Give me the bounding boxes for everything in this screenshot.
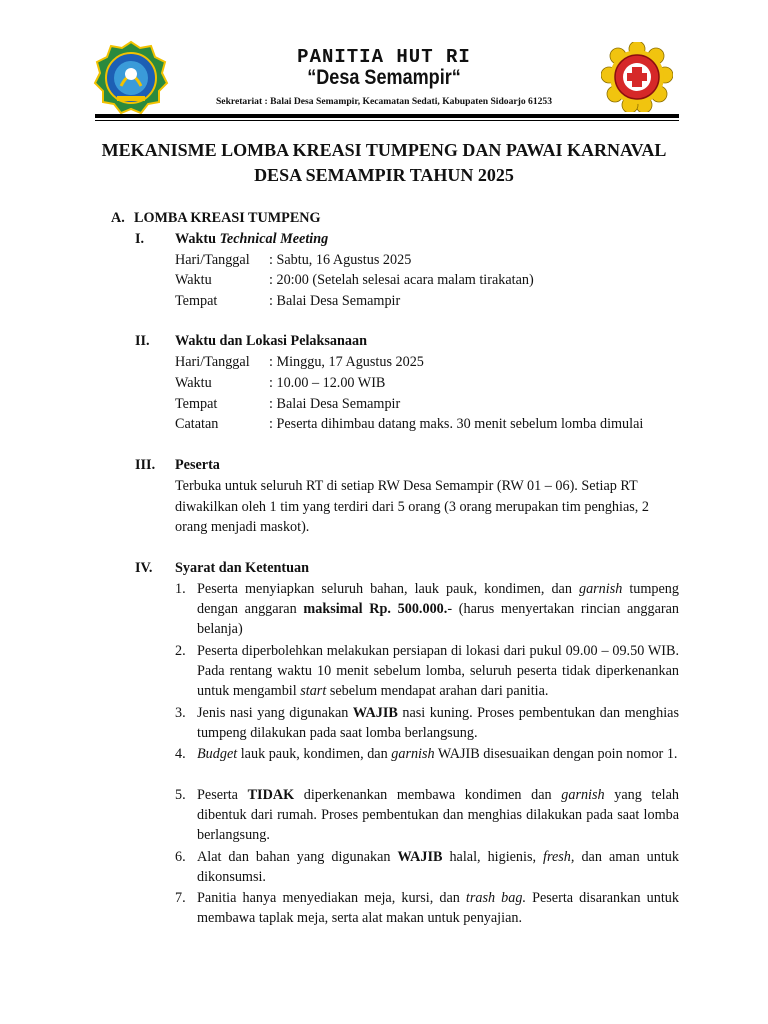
part2-label: Tempat xyxy=(175,396,218,412)
rule-text-segment: WAJIB xyxy=(352,705,398,721)
rule-text xyxy=(197,744,679,764)
rule-number: 2. xyxy=(175,643,186,659)
part2-heading: Waktu dan Lokasi Pelaksanaan xyxy=(175,333,367,349)
rule-number: 4. xyxy=(175,746,186,762)
rule-text-segment: maksimal Rp. 500.000. xyxy=(303,601,448,617)
part3-heading: Peserta xyxy=(175,457,220,473)
part1-heading-text: Waktu xyxy=(175,231,220,247)
rule-text xyxy=(197,888,679,928)
rule-text xyxy=(197,785,679,845)
rule-text-segment: sebelum mendapat arahan dari panitia. xyxy=(326,683,549,699)
rule-text-segment: Budget xyxy=(197,746,238,762)
part3-line: orang menjadi maskot). xyxy=(175,519,310,535)
part2-label: Waktu xyxy=(175,375,212,391)
title-line-1: MEKANISME LOMBA KREASI TUMPENG DAN PAWAI KARNAVAL xyxy=(101,140,667,160)
committee-name: PANITIA HUT RI xyxy=(297,46,471,68)
part3-line: diwakilkan oleh 1 tim yang terdiri dari 5 orang (3 orang merupakan tim penghias, 2 xyxy=(175,499,649,515)
rule-text-segment: Peserta xyxy=(197,787,248,803)
part2-label: Catatan xyxy=(175,416,219,432)
part1-heading-italic: Technical Meeting xyxy=(219,231,329,247)
part2-number: II. xyxy=(135,333,150,349)
rule-text-segment: Peserta disarankan untuk membawa taplak meja, serta alat makan untuk penyajian. xyxy=(197,890,679,926)
title-line-2: DESA SEMAMPIR TAHUN 2025 xyxy=(254,165,514,185)
rule-text-segment: TIDAK xyxy=(247,787,295,803)
rule-text-segment: nasi kuning. Proses pembentukan dan menghias tumpeng dilakukan pada saat lomba berlangsung. xyxy=(197,705,679,741)
part2-value: : Minggu, 17 Agustus 2025 xyxy=(269,354,424,370)
part1-label: Tempat xyxy=(175,293,218,309)
rule-text xyxy=(197,703,679,743)
part1-value: : Balai Desa Semampir xyxy=(269,293,401,309)
rule-text-segment: dan aman untuk dikonsumsi. xyxy=(197,849,679,885)
rule-text-segment: yang telah dibentuk dari rumah. Proses pembentukan dan menghias dilakukan pada saat lomba berlangsung. xyxy=(197,787,679,843)
section-letter: A. xyxy=(111,210,125,226)
part1-number: I. xyxy=(135,231,145,247)
part2-value: : 10.00 – 12.00 WIB xyxy=(269,375,386,391)
rule-text-segment: WAJIB disesuaikan dengan poin nomor 1. xyxy=(434,746,678,762)
rule-text-segment: - (harus menyertakan rincian anggaran belanja) xyxy=(197,601,680,637)
document-title xyxy=(0,138,768,188)
part3-line: Terbuka untuk seluruh RT di setiap RW Desa Semampir (RW 01 – 06). Setiap RT xyxy=(175,478,638,494)
part2-value: : Peserta dihimbau datang maks. 30 menit sebelum lomba dimulai xyxy=(269,416,644,432)
part1-value: : 20:00 (Setelah selesai acara malam tirakatan) xyxy=(269,272,534,288)
rule-text-segment: Peserta menyiapkan seluruh bahan, lauk pauk, kondimen, dan xyxy=(197,581,579,597)
rule-text xyxy=(197,847,679,887)
part2-label: Hari/Tanggal xyxy=(175,354,250,370)
rule-text-segment: garnish xyxy=(561,787,605,803)
part1-heading xyxy=(175,229,328,249)
letterhead-rule-thin xyxy=(95,120,679,121)
rule-text-segment: Panitia hanya menyediakan meja, kursi, dan xyxy=(197,890,466,906)
part4-heading: Syarat dan Ketentuan xyxy=(175,560,310,576)
part1-value: : Sabtu, 16 Agustus 2025 xyxy=(269,252,412,268)
rule-text-segment: Peserta diperbolehkan melakukan persiapan di lokasi dari pukul 09.00 – 09.50 WIB. Pada rentang waktu 10 menit sebelum lomba, seluruh peserta tidak diperkenankan untuk mengambil xyxy=(197,643,679,699)
part1-label: Waktu xyxy=(175,272,212,288)
rule-text xyxy=(197,641,679,701)
rule-number: 3. xyxy=(175,705,186,721)
village-name: “Desa Semampir“ xyxy=(307,66,461,89)
secretariat-address: Sekretariat : Balai Desa Semampir, Kecamatan Sedati, Kabupaten Sidoarjo 61253 xyxy=(215,96,553,107)
part2-value: : Balai Desa Semampir xyxy=(269,396,401,412)
rule-number: 6. xyxy=(175,849,186,865)
letterhead-rule-thick xyxy=(95,114,679,118)
rule-number: 7. xyxy=(175,890,186,906)
rule-text-segment: tumpeng dengan anggaran xyxy=(197,581,679,617)
rule-number: 1. xyxy=(175,581,186,597)
rule-text-segment: halal, higienis, xyxy=(442,849,544,865)
rule-text-segment: start xyxy=(300,683,327,699)
rule-text-segment: WAJIB xyxy=(397,849,443,865)
rule-text-segment: garnish xyxy=(578,581,623,597)
rule-text-segment: lauk pauk, kondimen, dan xyxy=(237,746,392,762)
part1-label: Hari/Tanggal xyxy=(175,252,250,268)
rule-text-segment: Alat dan bahan yang digunakan xyxy=(197,849,398,865)
rule-text xyxy=(197,579,679,639)
rule-text-segment: diperkenankan membawa kondimen dan xyxy=(294,787,562,803)
rule-text-segment: Jenis nasi yang digunakan xyxy=(197,705,353,721)
part4-number: IV. xyxy=(135,560,153,576)
rule-text-segment: garnish xyxy=(391,746,435,762)
section-heading: LOMBA KREASI TUMPENG xyxy=(134,210,321,226)
rule-text-segment: fresh, xyxy=(543,849,575,865)
rule-number: 5. xyxy=(175,787,186,803)
rule-text-segment: trash bag. xyxy=(465,890,527,906)
part3-number: III. xyxy=(135,457,156,473)
